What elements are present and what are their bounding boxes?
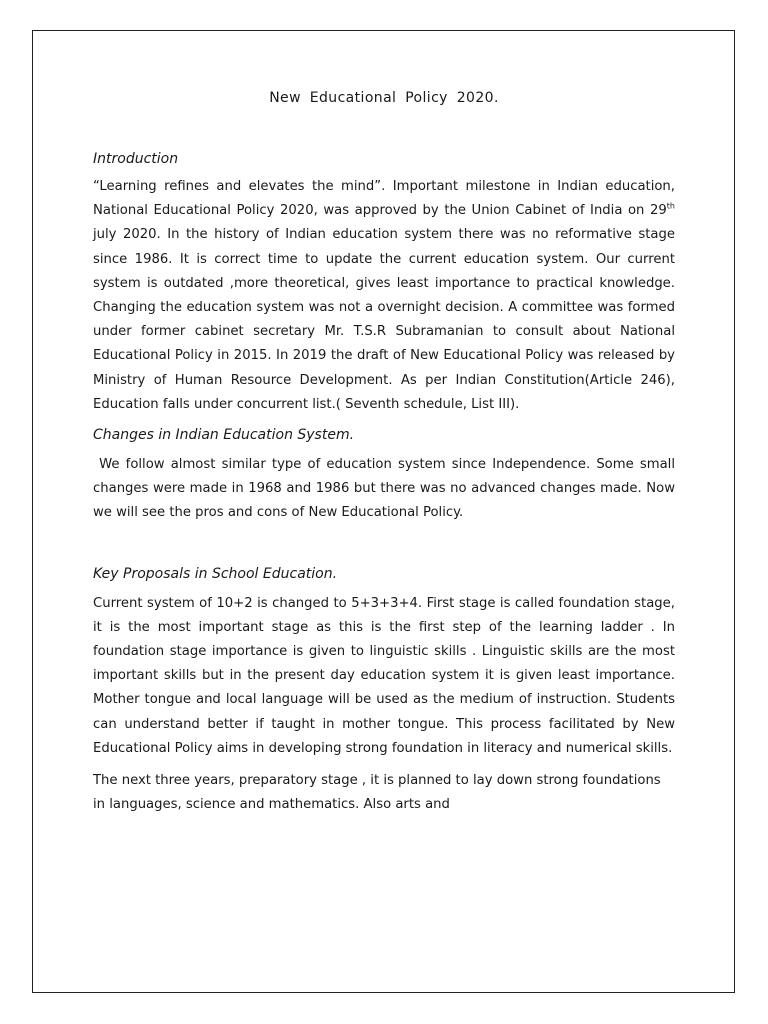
paragraph-key-proposals-2: The next three years, preparatory stage , it is planned to lay down strong foundations in languages, science and mathematics. Also arts and xyxy=(93,773,661,813)
document-body xyxy=(93,87,680,817)
section-heading-introduction: Introduction xyxy=(93,151,179,167)
paragraph-introduction xyxy=(93,175,675,417)
paragraph-text: july 2020. In the history of Indian education system there was no reformative stage since 1986. It is correct time to update the current education system. Our current system is outdated ,more theoretical, gives least importance to practical knowledge. Changing the education system was not a overnight decision. A committee was formed under former cabinet secretary Mr. T.S.R Subramanian to consult about National Educational Policy in 2015. In 2019 the draft of New Educational Policy was released by Ministry of Human Resource Development. As per Indian Constitution(Article 246), Education falls under concurrent list.( Seventh schedule, List III). xyxy=(93,227,675,412)
document-title: New Educational Policy 2020. xyxy=(269,90,499,106)
ordinal-superscript: th xyxy=(666,201,675,211)
section-heading-changes: Changes in Indian Education System. xyxy=(93,427,355,444)
paragraph-key-proposals-1: Current system of 10+2 is changed to 5+3+3+4. First stage is called foundation stage, it is the most important stage as this is the first step of the learning ladder . In foundation stage importance is given to linguistic skills . Linguistic skills are the most important skills but in the present day education system it is given least importance. Mother tongue and local language will be used as the medium of instruction. Students can understand better if taught in mother tongue. This process facilitated by New Educational Policy aims in developing strong foundation in literacy and numerical skills. xyxy=(93,595,675,756)
paragraph-changes: We follow almost similar type of education system since Independence. Some small changes were made in 1968 and 1986 but there was no advanced changes made. Now we will see the pros and cons of New Educational Policy. xyxy=(93,457,680,521)
paragraph-text: “Learning refines and elevates the mind”. Important milestone in Indian education, National Educational Policy 2020, was approved by the Union Cabinet of India on 29 xyxy=(93,179,675,219)
section-heading-key-proposals: Key Proposals in School Education. xyxy=(93,565,338,582)
